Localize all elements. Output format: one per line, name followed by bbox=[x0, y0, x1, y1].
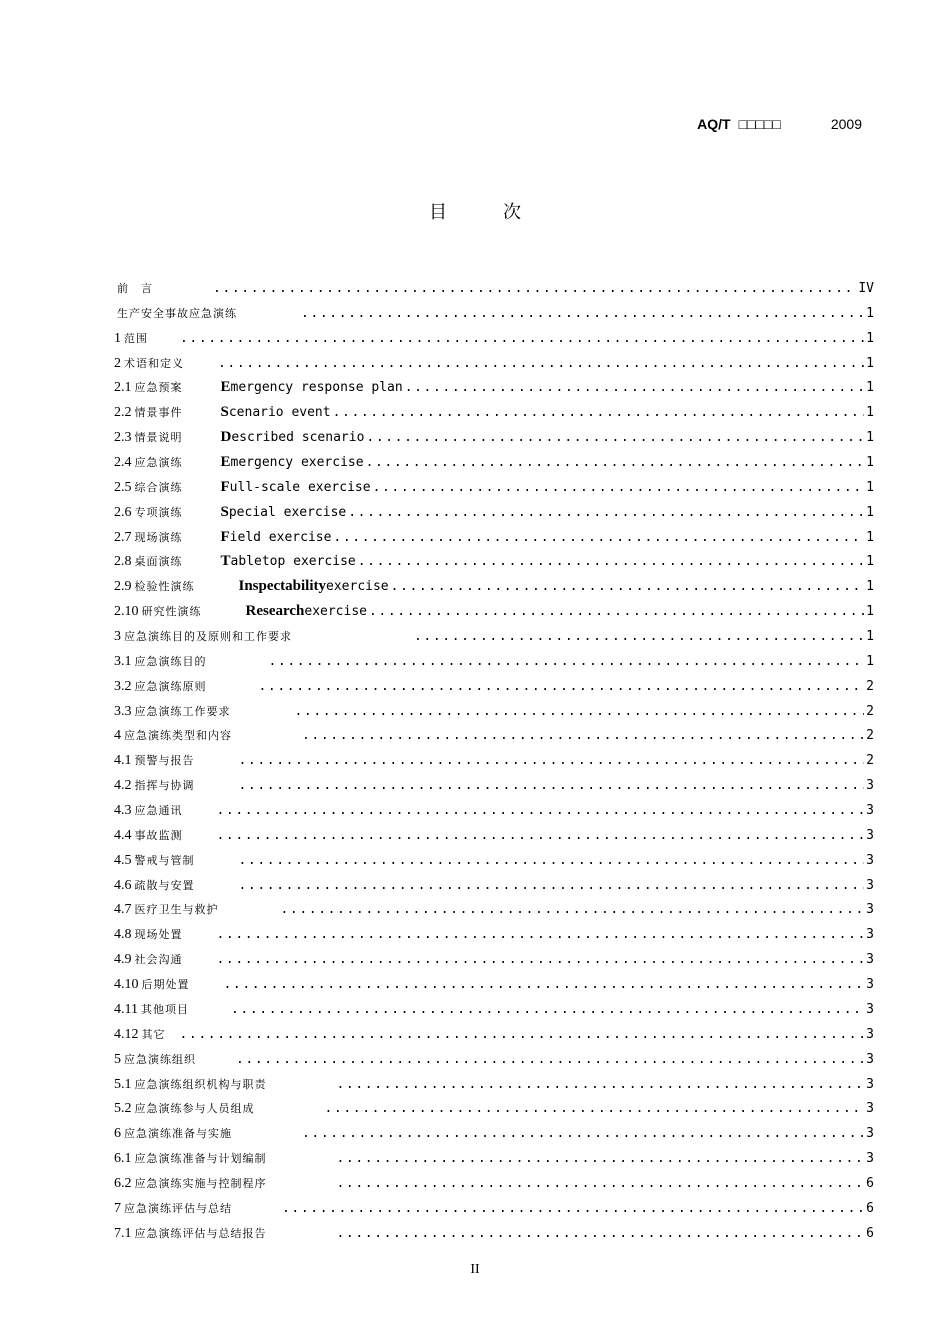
toc-entry-english-initial: Research bbox=[245, 603, 305, 620]
toc-entry-heading bbox=[114, 1150, 335, 1167]
toc-entry-title: 指挥与协调 bbox=[134, 779, 195, 793]
toc-entry-title: 事故监测 bbox=[134, 828, 183, 842]
toc-entry-heading bbox=[114, 1001, 229, 1018]
toc-entry[interactable] bbox=[114, 1200, 874, 1225]
toc-entry-title: 检验性演练 bbox=[134, 580, 195, 594]
toc-dot-leader bbox=[224, 977, 865, 992]
toc-entry-number: 4 bbox=[114, 728, 121, 744]
toc-dot-leader bbox=[282, 1201, 864, 1216]
toc-entry[interactable] bbox=[114, 1001, 874, 1026]
toc-dot-leader bbox=[217, 828, 865, 843]
document-header bbox=[697, 116, 862, 132]
toc-entry[interactable] bbox=[114, 1150, 874, 1175]
toc-entry-title: 现场演练 bbox=[134, 530, 183, 544]
toc-entry-title: 应急演练原则 bbox=[134, 679, 207, 693]
toc-page-number: 1 bbox=[866, 604, 874, 620]
toc-entry-title: 应急演练目的及原则和工作要求 bbox=[124, 630, 292, 644]
toc-entry-heading bbox=[114, 504, 346, 521]
toc-page-number: 1 bbox=[866, 529, 874, 545]
toc-dot-leader bbox=[239, 778, 865, 793]
toc-dot-leader bbox=[217, 927, 865, 942]
toc-page-number: 3 bbox=[866, 877, 874, 893]
toc-entry-heading bbox=[114, 1026, 178, 1043]
toc-dot-leader bbox=[337, 1151, 865, 1166]
standard-number: □□□□□ bbox=[738, 116, 781, 132]
toc-entry[interactable] bbox=[114, 777, 874, 802]
toc-entry-heading bbox=[114, 529, 331, 546]
toc-entry-number: 5.1 bbox=[114, 1076, 132, 1092]
toc-dot-leader bbox=[337, 1226, 865, 1241]
toc-entry-heading bbox=[114, 727, 300, 744]
toc-entry-english-title: mergency exercise bbox=[230, 455, 364, 471]
toc-entry-title: 社会沟通 bbox=[134, 953, 183, 967]
toc-dot-leader bbox=[369, 604, 864, 619]
toc-entry-title: 生产安全事故应急演练 bbox=[117, 306, 237, 320]
toc-entry-english-title: ull-scale exercise bbox=[229, 479, 371, 495]
toc-entry-number: 6 bbox=[114, 1126, 121, 1142]
toc-entry-title: 应急演练 bbox=[134, 456, 183, 470]
toc-page-number: 6 bbox=[866, 1175, 874, 1191]
toc-page-number: 1 bbox=[866, 579, 874, 595]
toc-entry[interactable] bbox=[114, 1125, 874, 1150]
toc-entry-number: 3 bbox=[114, 629, 121, 645]
toc-entry[interactable] bbox=[114, 926, 874, 951]
toc-entry-heading bbox=[114, 404, 331, 421]
toc-entry-title: 应急通讯 bbox=[134, 804, 183, 818]
toc-entry[interactable] bbox=[114, 976, 874, 1001]
toc-dot-leader bbox=[217, 803, 865, 818]
toc-entry-number: 2.1 bbox=[114, 380, 132, 396]
toc-entry-english-title: exercise bbox=[304, 604, 367, 620]
toc-entry-title: 应急演练组织 bbox=[124, 1052, 196, 1066]
toc-entry-title: 情景说明 bbox=[134, 431, 183, 445]
toc-entry-english-initial: F bbox=[220, 528, 230, 545]
toc-entry-heading bbox=[114, 454, 364, 471]
toc-entry-number: 5.2 bbox=[114, 1101, 132, 1117]
toc-entry-title: 应急演练目的 bbox=[134, 654, 207, 668]
toc-entry-number: 7.1 bbox=[114, 1225, 132, 1241]
toc-entry-english-initial: S bbox=[220, 404, 229, 421]
toc-entry[interactable] bbox=[114, 802, 874, 827]
toc-entry-title: 研究性演练 bbox=[141, 605, 202, 619]
toc-entry[interactable] bbox=[114, 1076, 874, 1101]
toc-entry-heading bbox=[114, 379, 403, 396]
toc-entry-title: 疏散与安置 bbox=[134, 878, 195, 892]
toc-dot-leader bbox=[239, 753, 865, 768]
toc-entry-number: 3.2 bbox=[114, 678, 132, 694]
toc-entry-english-title: ield exercise bbox=[229, 529, 332, 545]
toc-entry[interactable] bbox=[114, 1051, 874, 1076]
toc-entry-title: 其它 bbox=[141, 1027, 166, 1041]
toc-entry-heading bbox=[114, 703, 293, 720]
toc-entry-number: 2.4 bbox=[114, 455, 132, 471]
toc-entry-number: 4.4 bbox=[114, 827, 132, 843]
toc-entry[interactable] bbox=[114, 454, 874, 479]
toc-entry[interactable] bbox=[114, 404, 874, 429]
toc-entry-heading bbox=[114, 777, 237, 794]
toc-entry-heading bbox=[114, 305, 299, 321]
toc-entry[interactable] bbox=[114, 678, 874, 703]
toc-page-number: 2 bbox=[866, 753, 874, 769]
toc-entry[interactable] bbox=[114, 1100, 874, 1125]
toc-entry-title: 应急演练评估与总结报告 bbox=[134, 1226, 267, 1240]
toc-page-number: 3 bbox=[866, 1151, 874, 1167]
toc-entry-title: 应急演练类型和内容 bbox=[124, 729, 232, 743]
toc-entry-title: 范围 bbox=[124, 331, 148, 345]
toc-entry-english-initial: S bbox=[220, 503, 229, 520]
toc-dot-leader bbox=[348, 505, 864, 520]
toc-entry-title: 应急演练准备与实施 bbox=[124, 1127, 232, 1141]
toc-dot-leader bbox=[180, 331, 864, 346]
toc-dot-leader bbox=[301, 306, 864, 321]
toc-page-number: 3 bbox=[866, 827, 874, 843]
toc-page-number: 2 bbox=[866, 703, 874, 719]
toc-dot-leader bbox=[295, 704, 865, 719]
toc-dot-leader bbox=[333, 405, 865, 420]
toc-entry-title: 预警与报告 bbox=[134, 754, 195, 768]
toc-entry-heading bbox=[114, 628, 412, 645]
toc-entry-title: 后期处置 bbox=[141, 978, 190, 992]
toc-entry-english-title: cenario event bbox=[228, 405, 331, 421]
toc-entry[interactable] bbox=[114, 578, 874, 603]
toc-entry-heading bbox=[114, 802, 215, 819]
toc-entry[interactable] bbox=[114, 504, 874, 529]
toc-page-number: 1 bbox=[866, 554, 874, 570]
toc-entry-heading bbox=[114, 1200, 280, 1217]
toc-dot-leader bbox=[218, 356, 864, 371]
toc-entry-title: 应急演练准备与计划编制 bbox=[134, 1152, 267, 1166]
toc-dot-leader bbox=[373, 480, 865, 495]
toc-dot-leader bbox=[337, 1077, 865, 1092]
toc-dot-leader bbox=[405, 380, 864, 395]
toc-page-number: 6 bbox=[866, 1225, 874, 1241]
toc-dot-leader bbox=[337, 1176, 865, 1191]
toc-entry-title: 应急演练实施与控制程序 bbox=[134, 1176, 267, 1190]
toc-entry-heading bbox=[114, 827, 215, 844]
toc-entry-title: 术语和定义 bbox=[124, 356, 184, 370]
toc-entry[interactable] bbox=[114, 479, 874, 504]
toc-entry[interactable] bbox=[114, 852, 874, 877]
toc-entry-heading bbox=[114, 951, 215, 968]
toc-page-number: 1 bbox=[866, 479, 874, 495]
toc-entry-english-initial: F bbox=[220, 478, 230, 495]
toc-page-number: 3 bbox=[866, 1051, 874, 1067]
toc-entry-title: 医疗卫生与救护 bbox=[134, 903, 219, 917]
toc-entry-number: 3.3 bbox=[114, 703, 132, 719]
toc-dot-leader bbox=[366, 430, 864, 445]
toc-entry-english-initial: E bbox=[220, 454, 231, 471]
page-title: 目次 bbox=[429, 202, 577, 223]
toc-page-number: 3 bbox=[866, 902, 874, 918]
toc-dot-leader bbox=[180, 1027, 865, 1042]
standard-code: AQ/T bbox=[697, 116, 731, 132]
toc-page-number: IV bbox=[858, 281, 874, 296]
toc-entry-heading bbox=[114, 678, 257, 695]
toc-entry-number: 4.8 bbox=[114, 927, 132, 943]
toc-entry-number: 2.2 bbox=[114, 405, 132, 421]
toc-entry-number: 4.6 bbox=[114, 877, 132, 893]
toc-dot-leader bbox=[391, 579, 865, 594]
toc-page-number: 3 bbox=[866, 778, 874, 794]
toc-dot-leader bbox=[269, 654, 865, 669]
toc-entry-number: 4.7 bbox=[114, 902, 132, 918]
toc-dot-leader bbox=[259, 679, 865, 694]
toc-entry-title: 应急演练参与人员组成 bbox=[134, 1102, 255, 1116]
toc-entry[interactable] bbox=[114, 901, 874, 926]
toc-entry-heading bbox=[114, 901, 279, 918]
toc-page-number: 1 bbox=[866, 355, 874, 371]
toc-entry[interactable] bbox=[114, 379, 874, 404]
toc-page-number: 3 bbox=[866, 1101, 874, 1117]
toc-entry[interactable] bbox=[114, 603, 874, 628]
toc-page-number: 2 bbox=[866, 728, 874, 744]
toc-page-number: 3 bbox=[866, 927, 874, 943]
toc-entry-heading bbox=[114, 1125, 300, 1142]
toc-dot-leader bbox=[302, 1126, 864, 1141]
toc-entry-heading bbox=[114, 578, 389, 595]
page-number: II bbox=[470, 1262, 480, 1277]
toc-entry[interactable] bbox=[114, 628, 874, 653]
toc-page-number: 3 bbox=[866, 1026, 874, 1042]
toc-entry[interactable] bbox=[114, 355, 874, 380]
toc-page-number: 3 bbox=[866, 803, 874, 819]
toc-entry-heading bbox=[114, 429, 364, 446]
toc-entry-number: 4.2 bbox=[114, 778, 132, 794]
toc-entry[interactable] bbox=[114, 653, 874, 678]
toc-entry-number: 2.5 bbox=[114, 479, 132, 495]
toc-dot-leader bbox=[333, 530, 864, 545]
standard-year: 2009 bbox=[830, 116, 862, 132]
toc-entry-title: 应急演练组织机构与职责 bbox=[134, 1077, 267, 1091]
toc-entry-heading bbox=[114, 479, 371, 496]
toc-entry[interactable] bbox=[114, 330, 874, 355]
toc-entry-number: 7 bbox=[114, 1200, 121, 1216]
toc-entry-heading bbox=[114, 852, 237, 869]
toc-page-number: 1 bbox=[866, 330, 874, 346]
toc-page-number: 3 bbox=[866, 952, 874, 968]
toc-entry-title: 专项演练 bbox=[134, 505, 183, 519]
toc-dot-leader bbox=[366, 455, 865, 470]
toc-entry[interactable] bbox=[114, 553, 874, 578]
toc-entry[interactable] bbox=[114, 703, 874, 728]
toc-page-number: 1 bbox=[866, 430, 874, 446]
toc-entry-heading bbox=[114, 603, 367, 620]
toc-page-number: 6 bbox=[866, 1200, 874, 1216]
toc-entry-heading bbox=[114, 1076, 335, 1093]
toc-entry-heading bbox=[114, 1175, 335, 1192]
toc-entry-heading bbox=[114, 653, 267, 670]
toc-entry[interactable] bbox=[114, 1175, 874, 1200]
toc-entry[interactable] bbox=[114, 1225, 874, 1250]
toc-entry-heading bbox=[114, 355, 216, 372]
toc-entry-number: 2 bbox=[114, 355, 121, 371]
toc-dot-leader bbox=[325, 1101, 865, 1116]
toc-entry-english-initial: D bbox=[220, 429, 232, 446]
toc-entry[interactable] bbox=[114, 1026, 874, 1051]
toc-entry-heading bbox=[114, 553, 356, 570]
toc-entry-title: 警戒与管制 bbox=[134, 853, 195, 867]
toc-entry[interactable] bbox=[114, 305, 874, 330]
toc-entry-heading bbox=[114, 1100, 323, 1117]
toc-page-number: 2 bbox=[866, 678, 874, 694]
toc-entry-title: 其他项目 bbox=[140, 1002, 189, 1016]
toc-entry-number: 6.2 bbox=[114, 1175, 132, 1191]
toc-entry-heading bbox=[114, 976, 222, 993]
toc-entry-number: 4.12 bbox=[114, 1026, 139, 1042]
toc-entry-english-title: exercise bbox=[326, 579, 389, 595]
toc-entry-number: 3.1 bbox=[114, 653, 132, 669]
toc-entry-title: 现场处置 bbox=[134, 928, 183, 942]
toc-page-number: 1 bbox=[866, 653, 874, 669]
toc-entry-english-initial: E bbox=[220, 379, 231, 396]
toc-entry[interactable] bbox=[114, 877, 874, 902]
toc-entry[interactable] bbox=[114, 529, 874, 554]
toc-page-number: 1 bbox=[866, 629, 874, 645]
toc-entry-english-title: escribed scenario bbox=[231, 430, 365, 446]
toc-dot-leader bbox=[358, 554, 864, 569]
toc-entry-number: 2.7 bbox=[114, 529, 132, 545]
toc-page-number: 3 bbox=[866, 1076, 874, 1092]
toc-dot-leader bbox=[239, 878, 865, 893]
toc-dot-leader bbox=[217, 952, 865, 967]
toc-entry-number: 4.11 bbox=[114, 1001, 138, 1017]
toc-entry[interactable] bbox=[114, 429, 874, 454]
toc-entry-english-title: mergency response plan bbox=[230, 380, 403, 396]
toc-entry-title: 应急演练评估与总结 bbox=[124, 1201, 232, 1215]
toc-page-number: 3 bbox=[866, 852, 874, 868]
toc-entry-heading bbox=[114, 752, 237, 769]
toc-entry[interactable] bbox=[114, 951, 874, 976]
toc-page-number: 1 bbox=[866, 305, 874, 321]
toc-entry-title: 前 言 bbox=[117, 282, 153, 295]
toc-entry-number: 2.9 bbox=[114, 579, 132, 595]
toc-dot-leader bbox=[414, 629, 864, 644]
toc-entry-title: 桌面演练 bbox=[134, 555, 183, 569]
toc-entry-heading bbox=[114, 330, 178, 347]
toc-entry-number: 4.10 bbox=[114, 977, 139, 993]
toc-dot-leader bbox=[281, 902, 865, 917]
table-of-contents bbox=[114, 280, 874, 1250]
toc-entry-english-title: pecial exercise bbox=[228, 504, 347, 520]
toc-dot-leader bbox=[239, 853, 865, 868]
toc-page-number: 1 bbox=[866, 380, 874, 396]
toc-entry-number: 2.3 bbox=[114, 430, 132, 446]
toc-entry-heading bbox=[114, 877, 237, 894]
toc-dot-leader bbox=[302, 728, 864, 743]
toc-entry-number: 4.3 bbox=[114, 803, 132, 819]
toc-dot-leader bbox=[231, 1002, 864, 1017]
toc-entry-english-initial: T bbox=[220, 553, 231, 570]
toc-entry-number: 6.1 bbox=[114, 1151, 132, 1167]
toc-entry-title: 应急预案 bbox=[134, 381, 183, 395]
toc-entry-heading bbox=[114, 926, 215, 943]
toc-entry[interactable] bbox=[114, 827, 874, 852]
toc-entry-number: 5 bbox=[114, 1051, 121, 1067]
toc-dot-leader bbox=[213, 281, 856, 296]
toc-entry-english-initial: Inspectability bbox=[238, 578, 327, 595]
toc-entry-title: 应急演练工作要求 bbox=[134, 704, 231, 718]
toc-entry-english-title: abletop exercise bbox=[230, 554, 356, 570]
toc-page-number: 3 bbox=[866, 977, 874, 993]
toc-entry-number: 4.9 bbox=[114, 952, 132, 968]
toc-entry-number: 4.1 bbox=[114, 753, 132, 769]
toc-entry[interactable] bbox=[114, 727, 874, 752]
toc-entry-heading bbox=[114, 280, 211, 296]
toc-page-number: 3 bbox=[866, 1126, 874, 1142]
toc-entry-number: 2.8 bbox=[114, 554, 132, 570]
toc-page-number: 1 bbox=[866, 504, 874, 520]
toc-dot-leader bbox=[236, 1052, 864, 1067]
toc-entry-title: 综合演练 bbox=[134, 480, 183, 494]
toc-entry-number: 1 bbox=[114, 330, 121, 346]
toc-entry-number: 2.6 bbox=[114, 504, 132, 520]
toc-entry-heading bbox=[114, 1051, 234, 1068]
toc-entry-number: 4.5 bbox=[114, 852, 132, 868]
toc-entry-heading bbox=[114, 1225, 335, 1242]
toc-page-number: 1 bbox=[866, 405, 874, 421]
toc-entry[interactable] bbox=[114, 752, 874, 777]
toc-entry[interactable] bbox=[114, 280, 874, 305]
toc-page-number: 1 bbox=[866, 455, 874, 471]
toc-entry-number: 2.10 bbox=[114, 604, 139, 620]
toc-page-number: 3 bbox=[866, 1001, 874, 1017]
toc-entry-title: 情景事件 bbox=[134, 406, 183, 420]
